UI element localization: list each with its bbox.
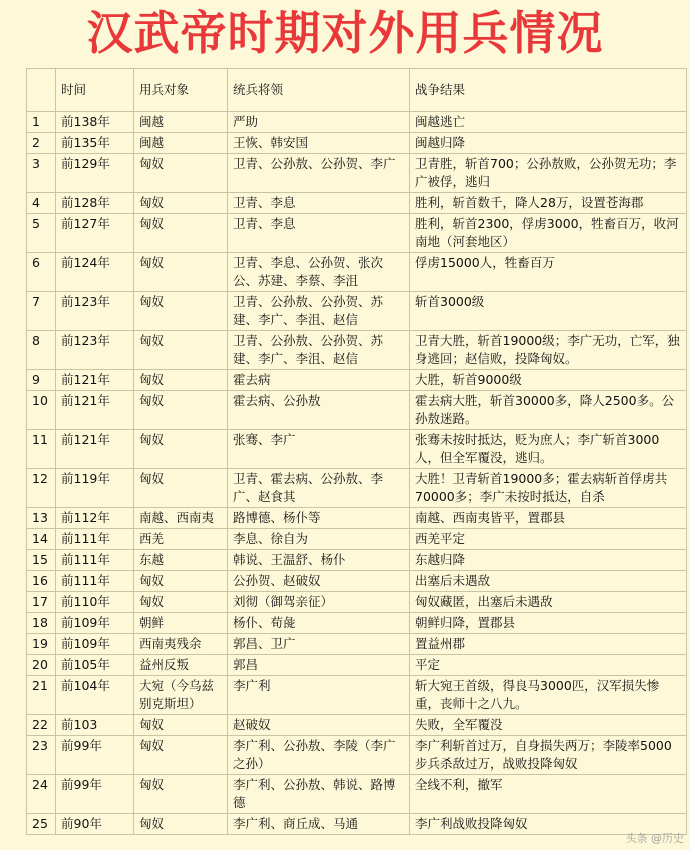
cell-time: 前110年 <box>56 592 134 613</box>
table-row <box>27 133 687 154</box>
header-index <box>27 69 56 112</box>
cell-no: 16 <box>27 571 56 592</box>
page-title: 汉武帝时期对外用兵情况 <box>86 6 604 60</box>
cell-no: 23 <box>27 736 56 775</box>
cell-generals: 王恢、韩安国 <box>228 133 410 154</box>
cell-result: 东越归降 <box>410 550 687 571</box>
table-row <box>27 715 687 736</box>
cell-generals: 卫青、李息、公孙贺、张次公、苏建、李蔡、李沮 <box>228 253 410 292</box>
header-result: 战争结果 <box>410 69 687 112</box>
cell-generals: 李广利、商丘成、马通 <box>228 814 410 835</box>
table-row <box>27 655 687 676</box>
table-row <box>27 634 687 655</box>
cell-generals: 郭昌、卫广 <box>228 634 410 655</box>
cell-generals: 霍去病 <box>228 370 410 391</box>
table-row <box>27 292 687 331</box>
cell-target: 匈奴 <box>134 292 228 331</box>
cell-result: 李广利斩首过万，自身损失两万；李陵率5000步兵杀敌过万，战败投降匈奴 <box>410 736 687 775</box>
cell-result: 大胜，斩首9000级 <box>410 370 687 391</box>
cell-no: 1 <box>27 112 56 133</box>
cell-time: 前124年 <box>56 253 134 292</box>
cell-result: 李广利战败投降匈奴 <box>410 814 687 835</box>
cell-target: 匈奴 <box>134 736 228 775</box>
cell-time: 前109年 <box>56 613 134 634</box>
cell-target: 匈奴 <box>134 391 228 430</box>
cell-time: 前105年 <box>56 655 134 676</box>
cell-result: 卫青胜，斩首700；公孙敖败，公孙贺无功；李广被俘，逃归 <box>410 154 687 193</box>
cell-generals: 李息、徐自为 <box>228 529 410 550</box>
table-row <box>27 814 687 835</box>
cell-generals: 卫青、霍去病、公孙敖、李广、赵食其 <box>228 469 410 508</box>
cell-time: 前119年 <box>56 469 134 508</box>
cell-no: 3 <box>27 154 56 193</box>
cell-target: 匈奴 <box>134 370 228 391</box>
cell-generals: 卫青、李息 <box>228 214 410 253</box>
table-row <box>27 676 687 715</box>
cell-result: 平定 <box>410 655 687 676</box>
cell-target: 南越、西南夷 <box>134 508 228 529</box>
table-row <box>27 214 687 253</box>
cell-target: 匈奴 <box>134 253 228 292</box>
cell-result: 全线不利，撤军 <box>410 775 687 814</box>
header-target: 用兵对象 <box>134 69 228 112</box>
cell-time: 前104年 <box>56 676 134 715</box>
cell-generals: 卫青、李息 <box>228 193 410 214</box>
cell-result: 闽越归降 <box>410 133 687 154</box>
table-row <box>27 253 687 292</box>
cell-target: 西南夷残余 <box>134 634 228 655</box>
cell-no: 22 <box>27 715 56 736</box>
cell-time: 前90年 <box>56 814 134 835</box>
cell-target: 匈奴 <box>134 469 228 508</box>
table-row <box>27 736 687 775</box>
cell-time: 前121年 <box>56 391 134 430</box>
table-row <box>27 193 687 214</box>
header-generals: 统兵将领 <box>228 69 410 112</box>
cell-result: 卫青大胜，斩首19000级；李广无功，亡军，独身逃回；赵信败，投降匈奴。 <box>410 331 687 370</box>
cell-time: 前109年 <box>56 634 134 655</box>
table-row <box>27 154 687 193</box>
cell-generals: 李广利 <box>228 676 410 715</box>
cell-no: 24 <box>27 775 56 814</box>
table-header-row <box>27 69 687 112</box>
campaign-table <box>26 68 687 835</box>
cell-target: 闽越 <box>134 133 228 154</box>
cell-time: 前129年 <box>56 154 134 193</box>
table-row <box>27 775 687 814</box>
watermark: 头条 @历史 <box>625 832 684 845</box>
cell-no: 5 <box>27 214 56 253</box>
cell-no: 9 <box>27 370 56 391</box>
cell-no: 11 <box>27 430 56 469</box>
cell-target: 匈奴 <box>134 571 228 592</box>
cell-result: 西羌平定 <box>410 529 687 550</box>
cell-no: 8 <box>27 331 56 370</box>
cell-time: 前135年 <box>56 133 134 154</box>
cell-target: 匈奴 <box>134 715 228 736</box>
cell-generals: 李广利、公孙敖、李陵（李广之孙） <box>228 736 410 775</box>
cell-result: 朝鲜归降，置郡县 <box>410 613 687 634</box>
table-row <box>27 613 687 634</box>
cell-target: 匈奴 <box>134 775 228 814</box>
cell-no: 18 <box>27 613 56 634</box>
cell-time: 前123年 <box>56 292 134 331</box>
cell-target: 西羌 <box>134 529 228 550</box>
cell-time: 前127年 <box>56 214 134 253</box>
cell-no: 6 <box>27 253 56 292</box>
cell-target: 匈奴 <box>134 592 228 613</box>
cell-result: 大胜！卫青斩首19000多；霍去病斩首俘虏共70000多；李广未按时抵达，自杀 <box>410 469 687 508</box>
cell-target: 匈奴 <box>134 430 228 469</box>
cell-target: 东越 <box>134 550 228 571</box>
cell-target: 匈奴 <box>134 331 228 370</box>
cell-time: 前112年 <box>56 508 134 529</box>
cell-generals: 赵破奴 <box>228 715 410 736</box>
cell-target: 益州反叛 <box>134 655 228 676</box>
cell-time: 前99年 <box>56 775 134 814</box>
table-row <box>27 508 687 529</box>
cell-target: 匈奴 <box>134 814 228 835</box>
header-time: 时间 <box>56 69 134 112</box>
cell-generals: 郭昌 <box>228 655 410 676</box>
cell-generals: 卫青、公孙敖、公孙贺、李广 <box>228 154 410 193</box>
cell-time: 前138年 <box>56 112 134 133</box>
cell-generals: 霍去病、公孙敖 <box>228 391 410 430</box>
cell-no: 15 <box>27 550 56 571</box>
cell-no: 13 <box>27 508 56 529</box>
table-row <box>27 550 687 571</box>
cell-no: 20 <box>27 655 56 676</box>
table-row <box>27 331 687 370</box>
cell-target: 匈奴 <box>134 214 228 253</box>
cell-target: 朝鲜 <box>134 613 228 634</box>
cell-generals: 路博德、杨仆等 <box>228 508 410 529</box>
cell-result: 南越、西南夷皆平，置郡县 <box>410 508 687 529</box>
table-row <box>27 469 687 508</box>
cell-result: 张骞未按时抵达，贬为庶人；李广斩首3000人，但全军覆没，逃归。 <box>410 430 687 469</box>
table-row <box>27 571 687 592</box>
cell-no: 7 <box>27 292 56 331</box>
cell-result: 闽越逃亡 <box>410 112 687 133</box>
cell-time: 前111年 <box>56 571 134 592</box>
cell-time: 前128年 <box>56 193 134 214</box>
cell-result: 斩大宛王首级，得良马3000匹，汉军损失惨重，丧师十之八九。 <box>410 676 687 715</box>
cell-no: 25 <box>27 814 56 835</box>
table-row <box>27 592 687 613</box>
cell-result: 霍去病大胜，斩首30000多，降人2500多。公孙敖迷路。 <box>410 391 687 430</box>
cell-time: 前111年 <box>56 529 134 550</box>
cell-result: 胜利，斩首2300，俘虏3000，牲畜百万，收河南地（河套地区） <box>410 214 687 253</box>
cell-time: 前111年 <box>56 550 134 571</box>
cell-no: 17 <box>27 592 56 613</box>
cell-result: 匈奴藏匿，出塞后未遇敌 <box>410 592 687 613</box>
cell-target: 大宛（今乌兹别克斯坦） <box>134 676 228 715</box>
cell-result: 斩首3000级 <box>410 292 687 331</box>
cell-no: 10 <box>27 391 56 430</box>
cell-no: 4 <box>27 193 56 214</box>
cell-no: 21 <box>27 676 56 715</box>
cell-no: 19 <box>27 634 56 655</box>
cell-no: 2 <box>27 133 56 154</box>
cell-result: 俘虏15000人，牲畜百万 <box>410 253 687 292</box>
cell-generals: 卫青、公孙敖、公孙贺、苏建、李广、李沮、赵信 <box>228 292 410 331</box>
table-row <box>27 529 687 550</box>
cell-result: 置益州郡 <box>410 634 687 655</box>
cell-generals: 刘彻（御驾亲征） <box>228 592 410 613</box>
cell-generals: 公孙贺、赵破奴 <box>228 571 410 592</box>
cell-result: 失败，全军覆没 <box>410 715 687 736</box>
cell-target: 匈奴 <box>134 154 228 193</box>
cell-generals: 卫青、公孙敖、公孙贺、苏建、李广、李沮、赵信 <box>228 331 410 370</box>
cell-time: 前103 <box>56 715 134 736</box>
cell-result: 胜利，斩首数千，降人28万，设置苍海郡 <box>410 193 687 214</box>
cell-generals: 李广利、公孙敖、韩说、路博德 <box>228 775 410 814</box>
cell-generals: 张骞、李广 <box>228 430 410 469</box>
table-row <box>27 370 687 391</box>
cell-generals: 韩说、王温舒、杨仆 <box>228 550 410 571</box>
cell-generals: 严助 <box>228 112 410 133</box>
cell-time: 前123年 <box>56 331 134 370</box>
table-row <box>27 391 687 430</box>
cell-result: 出塞后未遇敌 <box>410 571 687 592</box>
cell-target: 匈奴 <box>134 193 228 214</box>
cell-no: 14 <box>27 529 56 550</box>
cell-time: 前99年 <box>56 736 134 775</box>
cell-time: 前121年 <box>56 370 134 391</box>
cell-generals: 杨仆、荀彘 <box>228 613 410 634</box>
table-row <box>27 430 687 469</box>
cell-time: 前121年 <box>56 430 134 469</box>
table-row <box>27 112 687 133</box>
cell-no: 12 <box>27 469 56 508</box>
cell-target: 闽越 <box>134 112 228 133</box>
